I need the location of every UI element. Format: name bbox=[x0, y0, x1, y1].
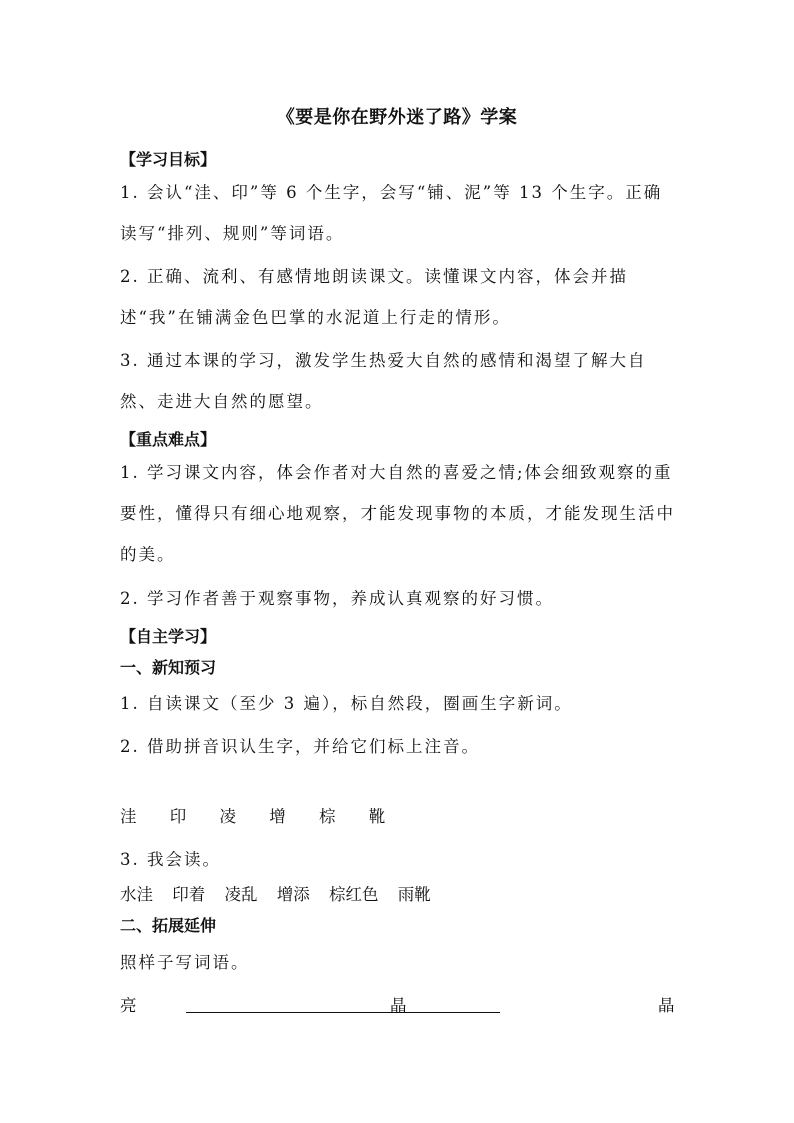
section-heading-key-points: 【重点难点】 bbox=[120, 430, 217, 449]
example-char-middle: 晶 bbox=[390, 996, 407, 1015]
word-item: 印着 bbox=[172, 885, 206, 904]
section-heading-self-study: 【自主学习】 bbox=[120, 627, 217, 646]
preview-item-3: 3. 我会读。 bbox=[120, 850, 221, 869]
new-character: 增 bbox=[269, 807, 288, 826]
word-list-row bbox=[120, 881, 443, 905]
word-item: 雨靴 bbox=[397, 885, 431, 904]
fill-in-blank-line[interactable] bbox=[186, 992, 500, 1013]
goal-item-1: 1. 会认“洼、印”等 6 个生字，会写“铺、泥”等 13 个生字。正确读写“排列、规则”等词语。 bbox=[120, 183, 663, 243]
document-title: 《要是你在野外迷了路》学案 bbox=[276, 107, 518, 128]
word-item: 水洼 bbox=[120, 885, 153, 904]
new-character: 靴 bbox=[368, 807, 388, 826]
word-item: 增添 bbox=[276, 885, 310, 904]
new-character: 棕 bbox=[319, 807, 338, 826]
example-char-left: 亮 bbox=[120, 996, 137, 1015]
section-heading-goals: 【学习目标】 bbox=[120, 150, 217, 169]
key-point-item-2: 2. 学习作者善于观察事物，养成认真观察的好习惯。 bbox=[120, 589, 554, 608]
word-item: 凌乱 bbox=[224, 885, 258, 904]
extension-instruction: 照样子写词语。 bbox=[120, 953, 250, 972]
preview-item-2: 2. 借助拼音识认生字，并给它们标上注音。 bbox=[120, 737, 480, 756]
new-character: 凌 bbox=[219, 807, 238, 826]
word-item: 棕红色 bbox=[329, 885, 379, 904]
goal-item-3: 3. 通过本课的学习，激发学生热爱大自然的感情和渴望了解大自然、走进大自然的愿望。 bbox=[120, 351, 647, 411]
new-character: 洼 bbox=[120, 807, 139, 826]
subsection-heading-preview: 一、新知预习 bbox=[120, 658, 217, 677]
goal-item-2: 2. 正确、流利、有感情地朗读课文。读懂课文内容，体会并描述“我”在铺满金色巴掌的水泥道上行走的情形。 bbox=[120, 267, 628, 327]
subsection-heading-extension: 二、拓展延伸 bbox=[120, 916, 217, 935]
new-characters-row bbox=[120, 803, 411, 827]
key-point-item-1: 1. 学习课文内容，体会作者对大自然的喜爱之情;体会细致观察的重要性，懂得只有细心地观察，才能发现事物的本质，才能发现生活中的美。 bbox=[120, 463, 675, 564]
preview-item-1: 1. 自读课文（至少 3 遍），标自然段，圈画生字新词。 bbox=[120, 694, 573, 713]
example-char-right: 晶 bbox=[658, 996, 675, 1015]
word-example-row bbox=[0, 992, 794, 1016]
new-character: 印 bbox=[169, 807, 189, 826]
